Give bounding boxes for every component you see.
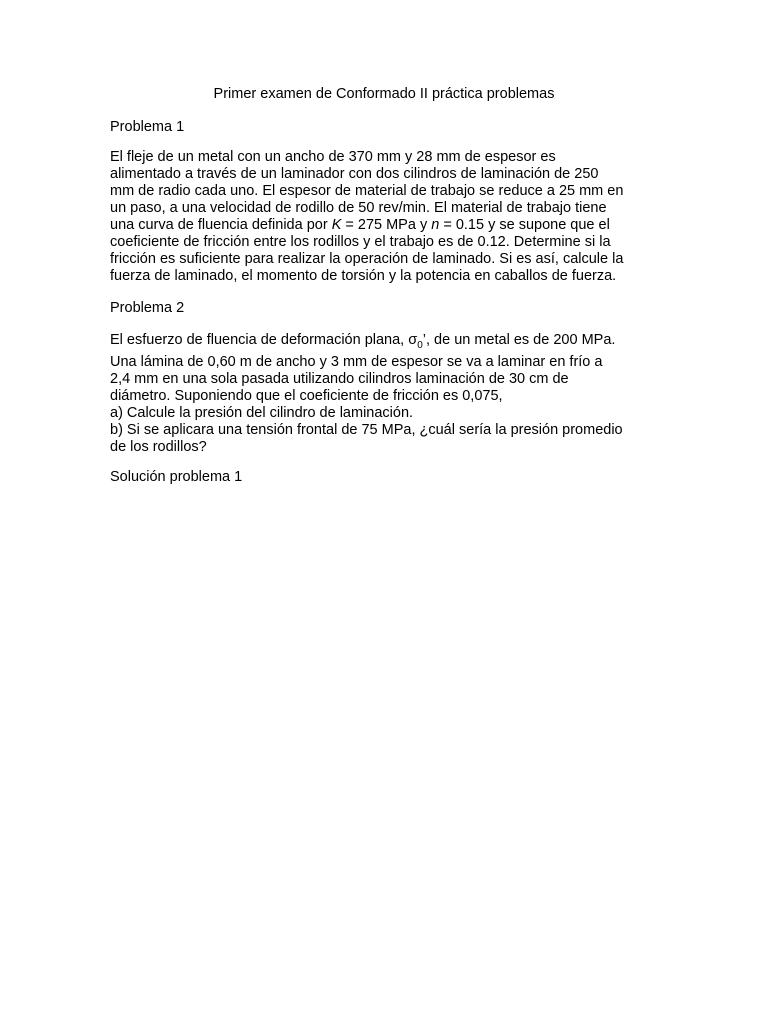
problem-2-line: b) Si se aplicara una tensión frontal de 75 MPa, ¿cuál sería la presión promedio — [110, 421, 623, 438]
problem-2-line: a) Calcule la presión del cilindro de laminación. — [110, 404, 414, 421]
problem-1-line: mm de radio cada uno. El espesor de material de trabajo se reduce a 25 mm en — [110, 183, 624, 199]
problem-1-text — [110, 149, 670, 285]
problem-2-line: de los rodillos? — [110, 438, 207, 455]
problem-2-line: Una lámina de 0,60 m de ancho y 3 mm de espesor se va a laminar en frío a — [110, 353, 603, 370]
problem-1-line: fuerza de laminado, el momento de torsión y la potencia en caballos de fuerza. — [110, 268, 617, 284]
problem-1-line: fricción es suficiente para realizar la operación de laminado. Si es así, calcule la — [110, 251, 624, 267]
document-title: Primer examen de Conformado II práctica problemas — [213, 86, 555, 102]
problem-1-line: coeficiente de fricción entre los rodillos y el trabajo es de 0.12. Determine si la — [110, 234, 611, 250]
problem-2-line: 2,4 mm en una sola pasada utilizando cilindros laminación de 30 cm de — [110, 370, 569, 387]
problem-2-line: diámetro. Suponiendo que el coeficiente de fricción es 0,075, — [110, 387, 503, 404]
problem-1-heading: Problema 1 — [110, 119, 185, 135]
variable-k: K — [331, 217, 342, 233]
problem-1-line: alimentado a través de un laminador con dos cilindros de laminación de 250 — [110, 166, 599, 182]
text-segment: ’, de un metal es de 200 MPa. — [422, 332, 616, 348]
subscript-zero: 0 — [417, 339, 423, 351]
problem-2-line — [110, 332, 670, 354]
text-segment: una curva de fluencia definida por — [110, 217, 332, 233]
variable-n: n — [431, 217, 440, 233]
problem-2-text — [110, 332, 670, 456]
text-segment: = 0.15 y se supone que el — [439, 217, 610, 233]
problem-1-line: El fleje de un metal con un ancho de 370 mm y 28 mm de espesor es — [110, 149, 556, 165]
problem-1-line — [110, 217, 670, 234]
problem-2-heading: Problema 2 — [110, 300, 185, 316]
text-segment: El esfuerzo de fluencia de deformación plana, σ — [110, 332, 418, 348]
text-segment: = 275 MPa y — [341, 217, 432, 233]
problem-1-line: un paso, a una velocidad de rodillo de 50 rev/min. El material de trabajo tiene — [110, 200, 607, 216]
solution-1-heading: Solución problema 1 — [110, 469, 243, 485]
